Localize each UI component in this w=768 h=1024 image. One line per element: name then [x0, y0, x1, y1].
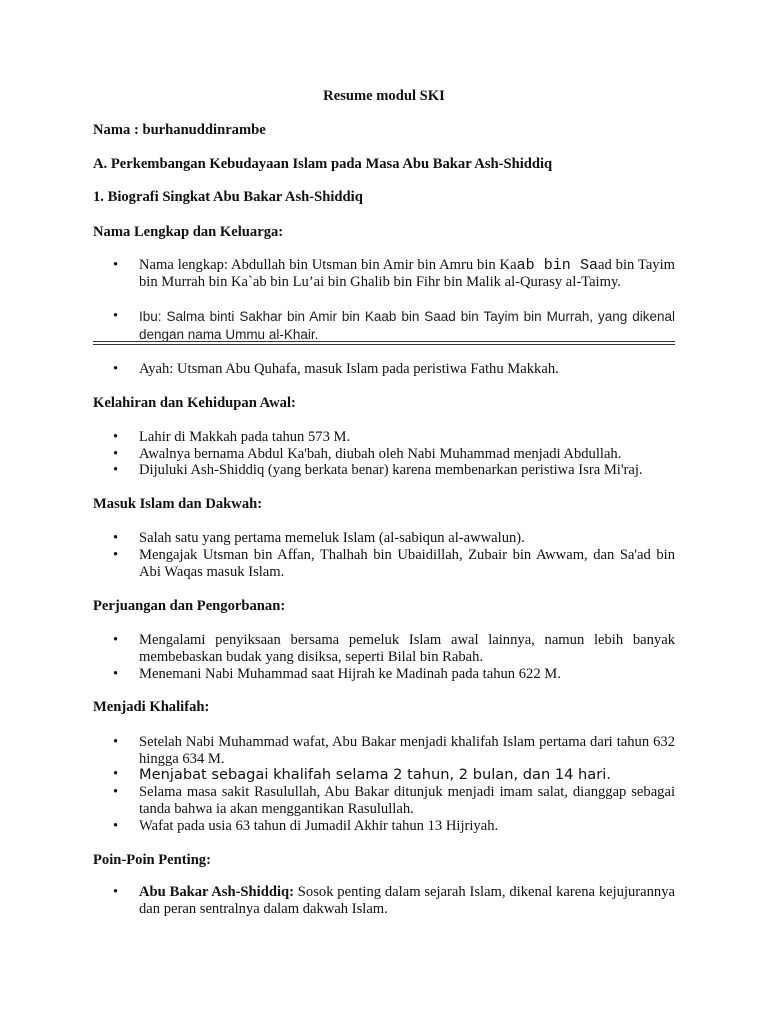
- bullet-icon: •: [113, 884, 119, 900]
- list-item-text: Menemani Nabi Muhammad saat Hijrah ke Madinah pada tahun 622 M.: [139, 666, 561, 682]
- list-item-text: Salah satu yang pertama memeluk Islam (al-sabiqun al-awwalun).: [139, 530, 525, 546]
- bullet-icon: •: [113, 734, 119, 750]
- document-title: Resume modul SKI: [323, 88, 445, 104]
- list-item-text: Mengalami penyiksaan bersama pemeluk Islam awal lainnya, namun lebih banyak membebaskan budak yang disiksa, seperti Bilal bin Rabah.: [139, 632, 675, 665]
- bullet-icon: •: [113, 818, 119, 834]
- list-item: [93, 884, 675, 918]
- nama-lengkap-part1: Nama lengkap: Abdullah bin Utsman bin Amir bin Amru bin Ka: [139, 257, 517, 273]
- list-item: [93, 462, 675, 479]
- poin-text: Sosok penting dalam sejarah Islam, dikenal karena kejujurannya dan peran sentralnya dalam dakwah Islam.: [139, 884, 675, 917]
- list-item-text: Awalnya bernama Abdul Ka'bah, diubah oleh Nabi Muhammad menjadi Abdullah.: [139, 446, 622, 462]
- list-item-text: Selama masa sakit Rasulullah, Abu Bakar ditunjuk menjadi imam salat, dianggap sebagai tanda bahwa ia akan menggantikan Rasulullah.: [139, 784, 675, 817]
- list-item: [93, 666, 675, 683]
- heading-masuk-islam: Masuk Islam dan Dakwah:: [93, 496, 263, 512]
- heading-nama-lengkap: Nama Lengkap dan Keluarga:: [93, 224, 284, 240]
- list-item: [93, 446, 675, 463]
- heading-poin: Poin-Poin Penting:: [93, 852, 211, 868]
- bullet-icon: •: [113, 429, 119, 445]
- list-item: [93, 361, 675, 378]
- list-item: [93, 632, 675, 666]
- ibu-item-text: Ibu: Salma binti Sakhar bin Amir bin Kaab bin Saad bin Tayim bin Murrah, yang dikenal dengan nama Ummu al-Khair.: [139, 309, 675, 342]
- section-a-heading: A. Perkembangan Kebudayaan Islam pada Masa Abu Bakar Ash-Shiddiq: [93, 156, 553, 172]
- list-item: [93, 784, 675, 818]
- list-item: [93, 734, 675, 768]
- list-item-text: [139, 884, 675, 918]
- bullet-icon: •: [113, 547, 119, 563]
- list-item: [93, 818, 675, 835]
- heading-kelahiran: Kelahiran dan Kehidupan Awal:: [93, 395, 296, 411]
- bullet-icon: •: [113, 766, 119, 782]
- bullet-icon: •: [113, 257, 119, 273]
- name-line: Nama : burhanuddinrambe: [93, 122, 266, 138]
- list-item-text: Menjabat sebagai khalifah selama 2 tahun, 2 bulan, dan 14 hari.: [139, 766, 611, 783]
- list-item-text: Wafat pada usia 63 tahun di Jumadil Akhir tahun 13 Hijriyah.: [139, 818, 499, 834]
- list-item-text: Mengajak Utsman bin Affan, Thalhah bin Ubaidillah, Zubair bin Awwam, dan Sa'ad bin Abi Waqas masuk Islam.: [139, 547, 675, 580]
- nama-lengkap-part3: ad bin Tayim bin Murrah bin Ka`ab bin Lu’ai bin Ghalib bin Fihr bin Malik al-Qurasy al-Taimy.: [139, 257, 676, 290]
- bullet-icon: •: [113, 666, 119, 682]
- list-item-text: [139, 257, 675, 291]
- list-item-text: Lahir di Makkah pada tahun 573 M.: [139, 429, 351, 445]
- bullet-icon: •: [113, 784, 119, 800]
- ayah-item-text: Ayah: Utsman Abu Quhafa, masuk Islam pada peristiwa Fathu Makkah.: [139, 361, 559, 377]
- list-item: [93, 530, 675, 547]
- poin-label: Abu Bakar Ash-Shiddiq:: [139, 884, 294, 900]
- list-item: [93, 257, 675, 291]
- bullet-icon: •: [113, 462, 119, 478]
- heading-perjuangan: Perjuangan dan Pengorbanan:: [93, 598, 286, 614]
- list-item: [93, 766, 675, 783]
- subsection-1-heading: 1. Biografi Singkat Abu Bakar Ash-Shiddiq: [93, 189, 363, 205]
- list-item: [93, 429, 675, 446]
- list-item: [93, 547, 675, 581]
- heading-khalifah: Menjadi Khalifah:: [93, 699, 210, 715]
- double-rule: [93, 341, 675, 342]
- list-item-text: Setelah Nabi Muhammad wafat, Abu Bakar menjadi khalifah Islam pertama dari tahun 632 hingga 634 M.: [139, 734, 675, 767]
- bullet-icon: •: [113, 308, 119, 324]
- bullet-icon: •: [113, 446, 119, 462]
- list-item-text: Dijuluki Ash-Shiddiq (yang berkata benar) karena membenarkan peristiwa Isra Mi'raj.: [139, 462, 643, 478]
- bullet-icon: •: [113, 632, 119, 648]
- bullet-icon: •: [113, 530, 119, 546]
- nama-lengkap-part2: ab bin Sa: [516, 257, 599, 274]
- list-item: [93, 308, 675, 344]
- double-rule: [93, 344, 675, 345]
- bullet-icon: •: [113, 361, 119, 377]
